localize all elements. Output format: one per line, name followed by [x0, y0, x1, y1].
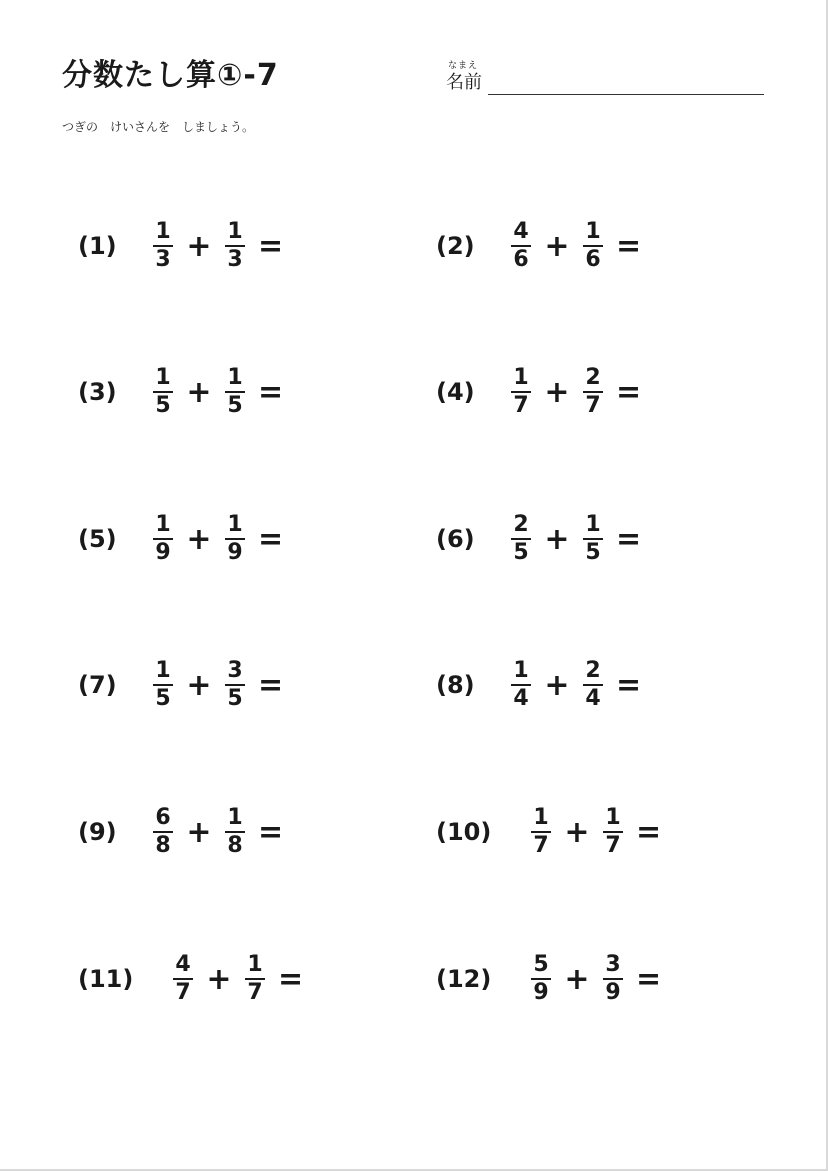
numerator: 1	[533, 805, 549, 830]
fraction	[152, 659, 174, 711]
numerator: 1	[155, 365, 171, 390]
problem-number: (2)	[436, 232, 475, 260]
denominator: 4	[585, 686, 601, 711]
denominator: 5	[227, 686, 243, 711]
denominator: 3	[227, 247, 243, 272]
problem-number: (11)	[78, 965, 134, 993]
problem	[436, 949, 661, 1009]
numerator: 1	[585, 512, 601, 537]
fraction	[510, 513, 532, 565]
plus-sign: +	[544, 228, 570, 264]
problem	[436, 655, 641, 715]
denominator: 5	[513, 540, 529, 565]
numerator: 1	[155, 512, 171, 537]
fraction	[244, 953, 266, 1005]
fraction	[510, 659, 532, 711]
equals-sign: =	[258, 814, 284, 850]
problem	[436, 216, 641, 276]
numerator: 3	[605, 952, 621, 977]
denominator: 7	[175, 980, 191, 1005]
plus-sign: +	[544, 374, 570, 410]
problem	[78, 509, 283, 569]
fraction	[224, 659, 246, 711]
numerator: 1	[605, 805, 621, 830]
fraction	[602, 806, 624, 858]
name-label: 名前	[446, 72, 482, 93]
fraction	[152, 513, 174, 565]
problem	[78, 362, 283, 422]
numerator: 4	[513, 219, 529, 244]
problem	[436, 362, 641, 422]
numerator: 1	[227, 512, 243, 537]
name-field[interactable]	[446, 58, 764, 98]
equals-sign: =	[616, 374, 642, 410]
plus-sign: +	[186, 228, 212, 264]
fraction	[602, 953, 624, 1005]
problem-number: (12)	[436, 965, 492, 993]
problem	[436, 802, 661, 862]
problem-number: (7)	[78, 671, 117, 699]
plus-sign: +	[186, 667, 212, 703]
plus-sign: +	[186, 814, 212, 850]
problem-number: (10)	[436, 818, 492, 846]
fraction	[510, 220, 532, 272]
plus-sign: +	[186, 374, 212, 410]
denominator: 9	[155, 540, 171, 565]
denominator: 8	[155, 833, 171, 858]
denominator: 4	[513, 686, 529, 711]
plus-sign: +	[206, 961, 232, 997]
fraction	[530, 806, 552, 858]
fraction	[582, 659, 604, 711]
denominator: 5	[155, 686, 171, 711]
plus-sign: +	[564, 814, 590, 850]
problem-number: (4)	[436, 378, 475, 406]
numerator: 1	[227, 365, 243, 390]
problem	[78, 802, 283, 862]
name-write-line[interactable]	[488, 94, 764, 95]
fraction	[152, 220, 174, 272]
equals-sign: =	[258, 667, 284, 703]
denominator: 9	[227, 540, 243, 565]
instruction-text: つぎの けいさんを しましょう。	[62, 120, 255, 134]
problem-number: (9)	[78, 818, 117, 846]
numerator: 1	[585, 219, 601, 244]
problem	[436, 509, 641, 569]
denominator: 5	[155, 393, 171, 418]
numerator: 4	[175, 952, 191, 977]
numerator: 1	[513, 658, 529, 683]
problem	[78, 655, 283, 715]
problem	[78, 216, 283, 276]
problem-number: (8)	[436, 671, 475, 699]
denominator: 5	[227, 393, 243, 418]
fraction	[152, 366, 174, 418]
numerator: 2	[513, 512, 529, 537]
problem-number: (1)	[78, 232, 117, 260]
equals-sign: =	[258, 521, 284, 557]
numerator: 1	[227, 219, 243, 244]
numerator: 1	[155, 658, 171, 683]
numerator: 2	[585, 658, 601, 683]
equals-sign: =	[636, 961, 662, 997]
equals-sign: =	[616, 667, 642, 703]
numerator: 1	[227, 805, 243, 830]
denominator: 6	[585, 247, 601, 272]
fraction	[224, 806, 246, 858]
fraction	[224, 366, 246, 418]
denominator: 6	[513, 247, 529, 272]
problem	[78, 949, 303, 1009]
equals-sign: =	[636, 814, 662, 850]
fraction	[224, 220, 246, 272]
denominator: 7	[513, 393, 529, 418]
plus-sign: +	[186, 521, 212, 557]
denominator: 8	[227, 833, 243, 858]
plus-sign: +	[564, 961, 590, 997]
denominator: 7	[585, 393, 601, 418]
fraction	[582, 513, 604, 565]
fraction	[510, 366, 532, 418]
numerator: 1	[155, 219, 171, 244]
fraction	[582, 220, 604, 272]
numerator: 6	[155, 805, 171, 830]
fraction	[224, 513, 246, 565]
denominator: 7	[605, 833, 621, 858]
equals-sign: =	[616, 521, 642, 557]
numerator: 3	[227, 658, 243, 683]
denominator: 5	[585, 540, 601, 565]
denominator: 3	[155, 247, 171, 272]
denominator: 9	[605, 980, 621, 1005]
denominator: 7	[247, 980, 263, 1005]
problem-number: (3)	[78, 378, 117, 406]
fraction	[582, 366, 604, 418]
numerator: 5	[533, 952, 549, 977]
numerator: 1	[513, 365, 529, 390]
denominator: 9	[533, 980, 549, 1005]
equals-sign: =	[278, 961, 304, 997]
denominator: 7	[533, 833, 549, 858]
equals-sign: =	[616, 228, 642, 264]
numerator: 1	[247, 952, 263, 977]
numerator: 2	[585, 365, 601, 390]
name-furigana: なまえ	[448, 61, 479, 71]
plus-sign: +	[544, 521, 570, 557]
fraction	[530, 953, 552, 1005]
equals-sign: =	[258, 228, 284, 264]
plus-sign: +	[544, 667, 570, 703]
fraction	[152, 806, 174, 858]
equals-sign: =	[258, 374, 284, 410]
problem-number: (6)	[436, 525, 475, 553]
worksheet-title: 分数たし算①-7	[62, 58, 279, 93]
fraction	[172, 953, 194, 1005]
problem-number: (5)	[78, 525, 117, 553]
